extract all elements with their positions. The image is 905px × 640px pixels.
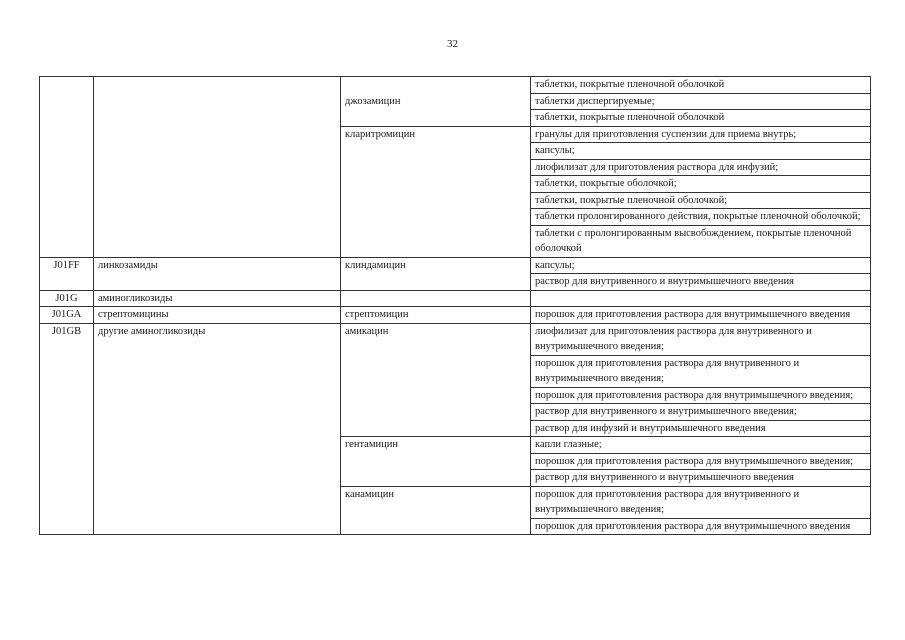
group-name: линкозамиды xyxy=(94,257,341,290)
form-cell: порошок для приготовления раствора для внутримышечного введения xyxy=(531,518,871,535)
drug-cell xyxy=(341,77,531,127)
group-name: стрептомицины xyxy=(94,307,341,324)
page-number: 32 xyxy=(447,38,458,50)
code-cell xyxy=(40,77,94,258)
group-name: другие аминогликозиды xyxy=(94,323,341,535)
table-row xyxy=(40,77,871,94)
form-cell: таблетки, покрытые пленочной оболочкой xyxy=(531,77,871,94)
form-cell: таблетки с пролонгированным высвобождением, покрытые пленочной оболочкой xyxy=(531,225,871,257)
form-cell: порошок для приготовления раствора для внутривенного и внутримышечного введения; xyxy=(531,355,871,387)
atc-code: J01GA xyxy=(40,307,94,324)
form-cell: лиофилизат для приготовления раствора для инфузий; xyxy=(531,159,871,176)
atc-code: J01FF xyxy=(40,257,94,290)
form-cell: капсулы; xyxy=(531,143,871,160)
group-cell xyxy=(94,77,341,258)
form-cell: таблетки пролонгированного действия, покрытые пленочной оболочкой; xyxy=(531,209,871,226)
form-cell: капли глазные; xyxy=(531,437,871,454)
drug-cell: амикацин xyxy=(341,323,531,437)
drug-cell xyxy=(341,290,531,307)
drug-cell: стрептомицин xyxy=(341,307,531,324)
form-cell: раствор для внутривенного и внутримышечного введения; xyxy=(531,404,871,421)
form-cell xyxy=(531,290,871,307)
drug-cell: кларитромицин xyxy=(341,126,531,257)
form-cell: таблетки, покрытые пленочной оболочкой; xyxy=(531,192,871,209)
form-cell: порошок для приготовления раствора для внутримышечного введения; xyxy=(531,387,871,404)
form-cell: таблетки, покрытые оболочкой; xyxy=(531,176,871,193)
form-cell: лиофилизат для приготовления раствора для внутривенного и внутримышечного введения; xyxy=(531,323,871,355)
form-cell: таблетки, покрытые пленочной оболочкой xyxy=(531,110,871,127)
group-name: аминогликозиды xyxy=(94,290,341,307)
table-row xyxy=(40,307,871,324)
drug-cell: канамицин xyxy=(341,486,531,535)
form-cell: раствор для внутривенного и внутримышечного введения xyxy=(531,470,871,487)
atc-code: J01G xyxy=(40,290,94,307)
drug-cell: гентамицин xyxy=(341,437,531,487)
form-cell: порошок для приготовления раствора для внутримышечного введения; xyxy=(531,453,871,470)
form-cell: порошок для приготовления раствора для внутривенного и внутримышечного введения; xyxy=(531,486,871,518)
form-cell: капсулы; xyxy=(531,257,871,274)
atc-code: J01GB xyxy=(40,323,94,535)
form-cell: порошок для приготовления раствора для внутримышечного введения xyxy=(531,307,871,324)
table-row xyxy=(40,323,871,355)
table-row xyxy=(40,290,871,307)
table-row xyxy=(40,257,871,274)
form-cell: таблетки диспергируемые; xyxy=(531,93,871,110)
drug-table xyxy=(39,76,871,535)
drug-name: джозамицин xyxy=(345,95,401,107)
form-cell: раствор для внутривенного и внутримышечного введения xyxy=(531,274,871,291)
drug-cell: клиндамицин xyxy=(341,257,531,290)
form-cell: гранулы для приготовления суспензии для приема внутрь; xyxy=(531,126,871,143)
form-cell: раствор для инфузий и внутримышечного введения xyxy=(531,420,871,437)
